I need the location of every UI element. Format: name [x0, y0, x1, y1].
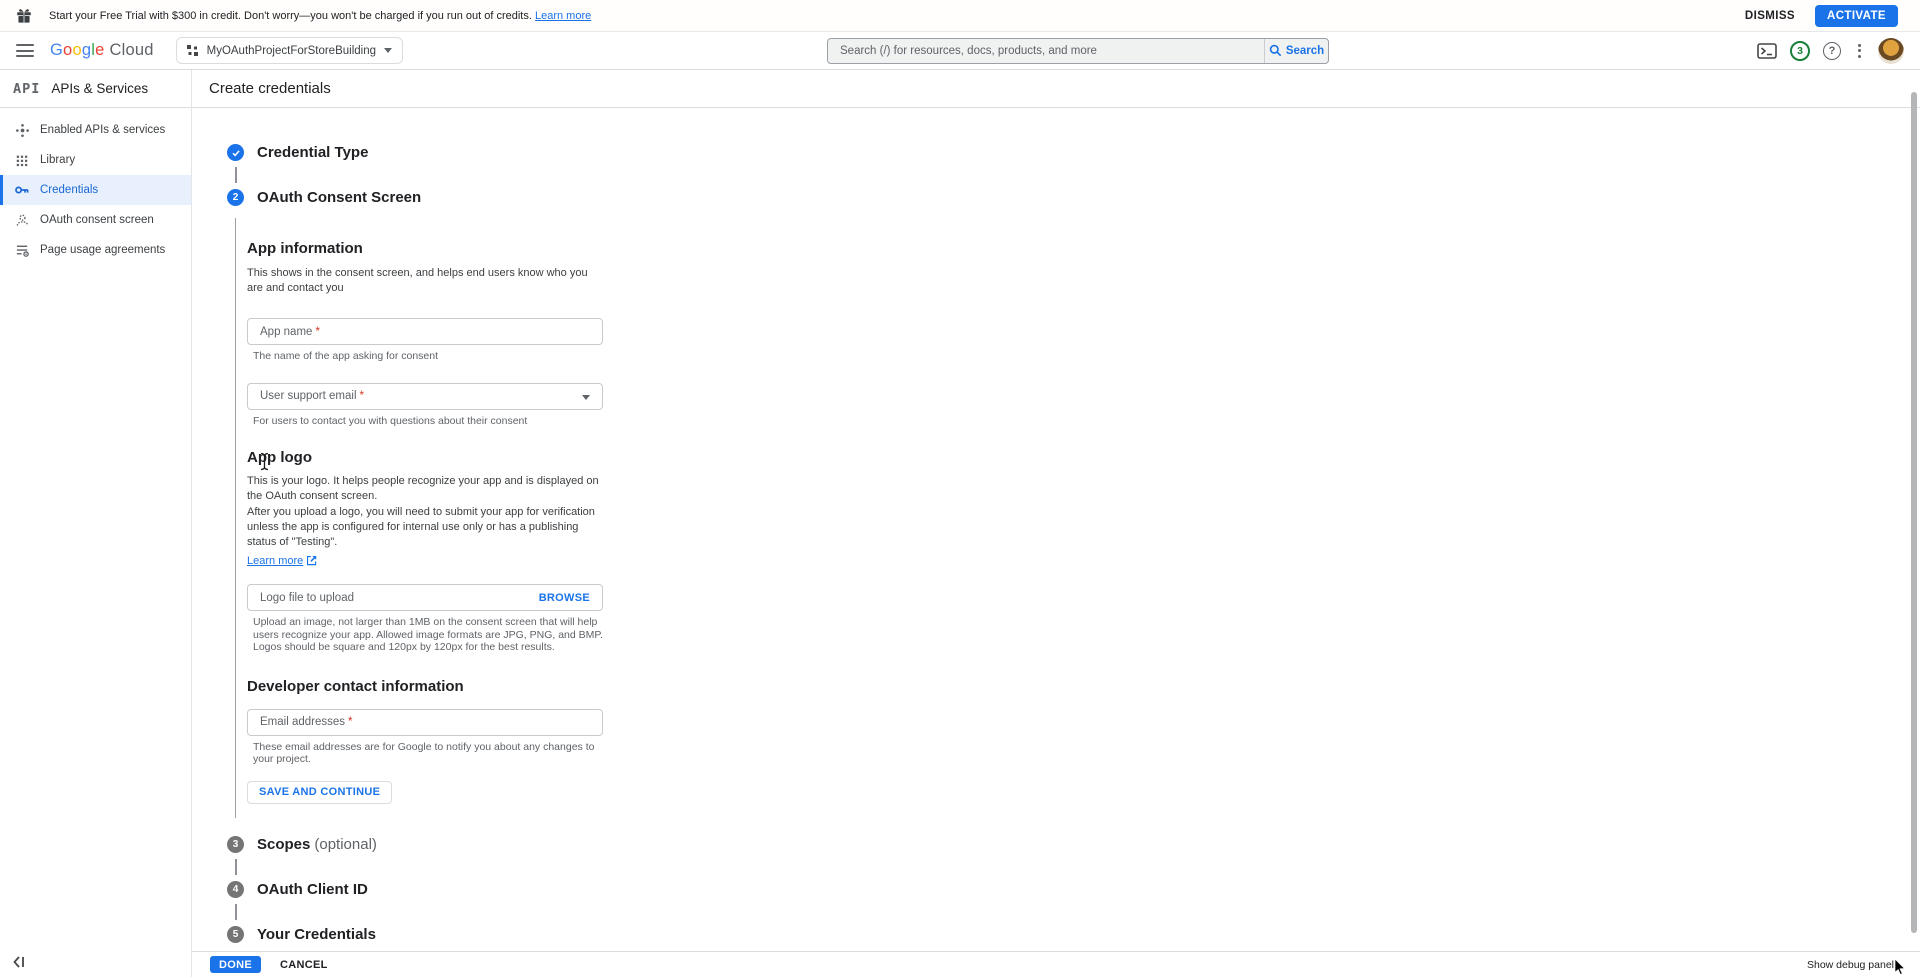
key-icon [14, 182, 30, 198]
step-connector [235, 904, 237, 920]
footer-action-bar [192, 951, 1920, 977]
dismiss-button[interactable]: DISMISS [1744, 9, 1795, 22]
step5-label: Your Credentials [257, 925, 376, 943]
user-support-email-select[interactable] [247, 383, 603, 410]
check-icon [231, 148, 241, 158]
step2-badge: 2 [227, 189, 244, 206]
enabled-apis-icon [14, 122, 30, 138]
sidebar-item-enabled-apis[interactable] [0, 115, 191, 145]
consent-screen-icon [14, 212, 30, 228]
chevron-down-icon [384, 48, 392, 53]
sidebar-item-library[interactable] [0, 145, 191, 175]
sidebar-item-label: Credentials [40, 184, 99, 196]
sidebar-item-credentials[interactable] [0, 175, 191, 205]
main-content [192, 70, 1920, 977]
sidebar-item-oauth-consent[interactable] [0, 205, 191, 235]
search-bar [827, 38, 1329, 64]
page-title: Create credentials [192, 70, 1920, 108]
app-information-heading: App information [247, 240, 363, 257]
save-and-continue-button[interactable]: SAVE AND CONTINUE [247, 781, 392, 804]
step1-check-badge [227, 144, 244, 161]
sidebar-title: APIs & Services [51, 81, 149, 96]
activate-button[interactable]: ACTIVATE [1815, 5, 1898, 27]
stepper [192, 108, 1920, 943]
sidebar-item-label: Page usage agreements [40, 244, 166, 256]
show-debug-panel-link[interactable]: Show debug panel [1807, 958, 1894, 971]
step2-label: OAuth Consent Screen [257, 189, 422, 206]
search-icon [1269, 44, 1282, 57]
banner-learn-more-link[interactable]: Learn more [534, 9, 592, 22]
app-name-input[interactable] [247, 318, 603, 345]
logo-upload-helper: Upload an image, not larger than 1MB on the consent screen that will help users recognize your app. Allowed image formats are JPG, PNG, and BMP. Logos should be square and 120px by 120px for the best results. [253, 616, 603, 653]
step5-badge: 5 [227, 926, 244, 943]
search-input[interactable]: Search (/) for resources, docs, products, and more [840, 44, 1097, 57]
app-logo-paragraph2: After you upload a logo, you will need to submit your app for verification unless the app is configured for internal use only or has a publishing status of "Testing". [247, 506, 595, 548]
mouse-cursor [1894, 959, 1906, 975]
cancel-button[interactable]: CANCEL [279, 958, 328, 971]
step3-suffix: (optional) [314, 835, 377, 853]
step4-badge: 4 [227, 881, 244, 898]
required-marker: * [315, 325, 320, 338]
step-your-credentials[interactable] [227, 926, 1920, 943]
app-logo-paragraph1: This is your logo. It helps people recognize your app and is displayed on the OAuth consent screen. [247, 475, 599, 502]
step-oauth-client-id[interactable] [227, 881, 1920, 898]
step4-label: OAuth Client ID [257, 880, 368, 898]
cloud-wordmark: Cloud [109, 41, 154, 59]
gift-icon [16, 8, 32, 24]
api-logo: API [13, 80, 41, 97]
oauth-consent-form [235, 218, 655, 818]
trial-banner [0, 0, 1920, 32]
app-name-label: App name [260, 325, 313, 338]
sidebar-header [0, 70, 191, 108]
top-header [0, 32, 1920, 70]
chevron-down-icon [582, 395, 590, 400]
menu-icon[interactable] [16, 44, 34, 57]
developer-contact-heading: Developer contact information [247, 677, 464, 695]
user-support-email-label: User support email [260, 390, 357, 402]
step3-label: Scopes (optional) [257, 835, 377, 853]
step3-badge: 3 [227, 836, 244, 853]
step-scopes[interactable] [227, 836, 1920, 853]
help-icon[interactable]: ? [1823, 42, 1841, 60]
search-button[interactable] [1264, 39, 1328, 63]
browse-button[interactable]: BROWSE [538, 591, 590, 604]
step-oauth-consent-screen[interactable] [227, 189, 1920, 206]
project-icon [186, 44, 199, 57]
app-name-helper: The name of the app asking for consent [253, 350, 439, 362]
done-button[interactable]: DONE [210, 956, 261, 973]
avatar[interactable] [1878, 38, 1904, 64]
required-marker: * [348, 716, 353, 728]
developer-contact-helper: These email addresses are for Google to notify you about any changes to your project. [253, 740, 595, 765]
external-link-icon [307, 556, 317, 566]
sidebar-nav [0, 108, 191, 265]
sidebar-item-label: OAuth consent screen [40, 214, 154, 226]
step-connector [235, 167, 237, 183]
google-wordmark: Google [50, 41, 105, 59]
logo-file-input[interactable] [247, 584, 603, 611]
collapse-sidebar-icon[interactable] [12, 955, 28, 969]
step-connector [235, 859, 237, 875]
sidebar-item-page-usage[interactable] [0, 235, 191, 265]
library-icon [14, 152, 30, 168]
sidebar-item-label: Library [40, 154, 76, 166]
email-addresses-label: Email addresses [260, 716, 346, 728]
step-credential-type[interactable] [227, 144, 1920, 161]
google-cloud-logo [50, 41, 154, 60]
sidebar [0, 70, 192, 977]
learn-more-link[interactable]: Learn more [247, 555, 304, 567]
app-logo-heading: App logo [247, 449, 312, 466]
cloud-shell-icon[interactable] [1757, 43, 1777, 59]
banner-message: Start your Free Trial with $300 in credit. Don't worry—you won't be charged if you run out of credits. Learn more [49, 9, 592, 22]
logo-file-label: Logo file to upload [260, 591, 354, 604]
required-marker: * [359, 390, 364, 402]
search-button-label: Search [1285, 44, 1325, 57]
agreements-icon [14, 242, 30, 258]
step1-label: Credential Type [257, 144, 369, 161]
more-options-icon[interactable] [1854, 44, 1865, 58]
sidebar-item-label: Enabled APIs & services [40, 124, 166, 136]
vertical-scrollbar[interactable] [1911, 92, 1917, 933]
project-selector[interactable] [176, 37, 403, 64]
app-information-description: This shows in the consent screen, and helps end users know who you are and contact you [247, 267, 588, 294]
user-support-email-helper: For users to contact you with questions about their consent [253, 414, 528, 427]
email-addresses-input[interactable] [247, 709, 603, 736]
project-name: MyOAuthProjectForStoreBuilding [206, 44, 376, 57]
notifications-badge[interactable]: 3 [1790, 41, 1810, 61]
